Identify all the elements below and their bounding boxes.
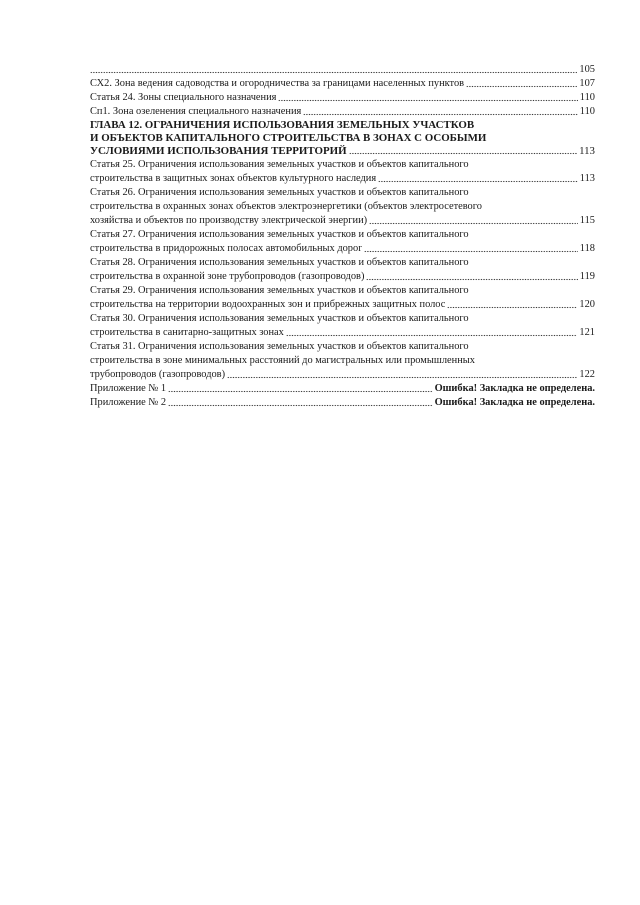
toc-page-number: 105 <box>579 64 595 75</box>
dot-leader <box>168 383 433 393</box>
toc-page-number: 113 <box>579 173 595 184</box>
dot-leader <box>349 145 578 155</box>
toc-entry-title-line: Статья 30. Ограничения использования земельных участков и объектов капитального <box>90 313 469 324</box>
bookmark-error-text: Ошибка! Закладка не определена. <box>434 383 595 394</box>
toc-entry-title-line: Статья 28. Ограничения использования земельных участков и объектов капитального <box>90 257 469 268</box>
dot-leader <box>286 327 578 337</box>
toc-entry[interactable] <box>90 186 595 228</box>
toc-entry-title-line: строительства в зоне минимальных расстояний до магистральных или промышленных <box>90 355 475 366</box>
toc-page-number: 107 <box>579 78 595 89</box>
toc-entry-title-line: хозяйства и объектов по производству электрической энергии) <box>90 215 368 226</box>
dot-leader <box>369 215 578 225</box>
toc-page-number: 121 <box>579 327 595 338</box>
toc-entry[interactable] <box>90 77 595 91</box>
toc-entry-title-line: Статья 26. Ограничения использования земельных участков и объектов капитального <box>90 187 469 198</box>
dot-leader <box>168 397 433 407</box>
toc-chapter-line: И ОБЪЕКТОВ КАПИТАЛЬНОГО СТРОИТЕЛЬСТВА В ЗОНАХ С ОСОБЫМИ <box>90 132 487 144</box>
dot-leader <box>90 64 577 74</box>
toc-chapter-line: ГЛАВА 12. ОГРАНИЧЕНИЯ ИСПОЛЬЗОВАНИЯ ЗЕМЕЛЬНЫХ УЧАСТКОВ <box>90 119 475 131</box>
toc-page-number: 110 <box>579 106 595 117</box>
dot-leader <box>227 369 577 379</box>
toc-page-number: 115 <box>579 215 595 226</box>
toc-entry-title-line: Статья 29. Ограничения использования земельных участков и объектов капитального <box>90 285 469 296</box>
table-of-contents <box>90 63 595 410</box>
toc-entry[interactable] <box>90 91 595 105</box>
toc-entry[interactable] <box>90 340 595 382</box>
toc-entry-title-line: строительства в санитарно-защитных зонах <box>90 327 284 338</box>
toc-chapter-line: УСЛОВИЯМИ ИСПОЛЬЗОВАНИЯ ТЕРРИТОРИЙ <box>90 145 347 157</box>
dot-leader <box>366 271 577 281</box>
toc-entry[interactable] <box>90 312 595 340</box>
toc-entry-title-line: строительства на территории водоохранных зон и прибрежных защитных полос <box>90 299 446 310</box>
toc-page-number: 119 <box>579 271 595 282</box>
toc-entry-title-line: Статья 25. Ограничения использования земельных участков и объектов капитального <box>90 159 469 170</box>
toc-entry[interactable] <box>90 256 595 284</box>
dot-leader <box>278 92 577 102</box>
dot-leader <box>378 173 578 183</box>
toc-entry[interactable] <box>90 158 595 186</box>
toc-entry-title: Приложение № 1 <box>90 383 167 394</box>
toc-entry-title: Приложение № 2 <box>90 397 167 408</box>
dot-leader <box>447 299 577 309</box>
dot-leader <box>303 106 578 116</box>
toc-page-number: 113 <box>579 145 595 157</box>
toc-entry-appendix-2[interactable] <box>90 396 595 410</box>
toc-entry-title: Сп1. Зона озеленения специального назначения <box>90 106 302 117</box>
toc-entry-appendix-1[interactable] <box>90 382 595 396</box>
dot-leader <box>466 78 577 88</box>
toc-entry-title: Статья 24. Зоны специального назначения <box>90 92 277 103</box>
toc-chapter-heading[interactable] <box>90 119 595 158</box>
toc-entry[interactable] <box>90 284 595 312</box>
toc-entry-title-line: строительства в защитных зонах объектов культурного наследия <box>90 173 377 184</box>
toc-entry-title-line: Статья 27. Ограничения использования земельных участков и объектов капитального <box>90 229 469 240</box>
toc-entry-title-line: трубопроводов (газопроводов) <box>90 369 226 380</box>
toc-entry-title-line: строительства в охранной зоне трубопроводов (газопроводов) <box>90 271 365 282</box>
toc-entry[interactable] <box>90 228 595 256</box>
toc-page-number: 118 <box>579 243 595 254</box>
toc-entry[interactable] <box>90 63 595 77</box>
bookmark-error-text: Ошибка! Закладка не определена. <box>434 397 595 408</box>
toc-entry-title-line: строительства в придорожных полосах автомобильных дорог <box>90 243 363 254</box>
toc-entry-title-line: строительства в охранных зонах объектов электроэнергетики (объектов электросетевого <box>90 201 482 212</box>
dot-leader <box>364 243 577 253</box>
toc-page-number: 110 <box>579 92 595 103</box>
toc-entry[interactable] <box>90 105 595 119</box>
toc-entry-title-line: Статья 31. Ограничения использования земельных участков и объектов капитального <box>90 341 469 352</box>
toc-page-number: 120 <box>579 299 595 310</box>
toc-entry-title: СХ2. Зона ведения садоводства и огородничества за границами населенных пунктов <box>90 78 465 89</box>
toc-page-number: 122 <box>579 369 595 380</box>
